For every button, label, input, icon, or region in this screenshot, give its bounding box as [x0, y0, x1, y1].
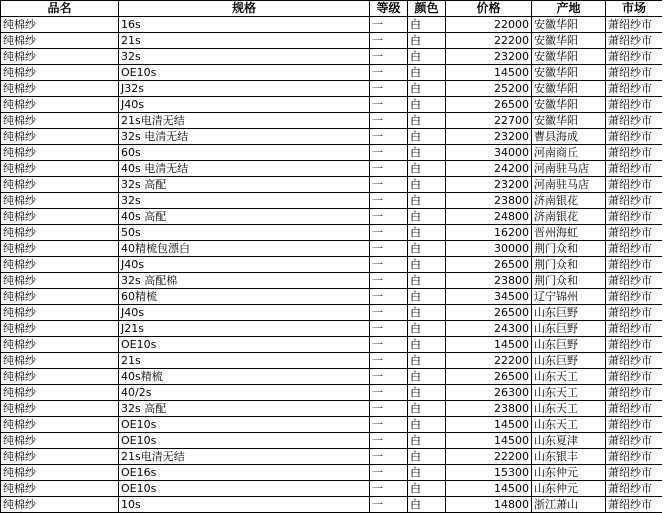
- market-cell: 萧绍纱市: [606, 481, 663, 497]
- market-cell: 萧绍纱市: [606, 305, 663, 321]
- product-name-cell: 纯棉纱: [1, 81, 119, 97]
- table-row: [1, 417, 663, 433]
- market-cell: 萧绍纱市: [606, 65, 663, 81]
- origin-cell: 安徽华阳: [532, 33, 606, 49]
- origin-cell: 安徽华阳: [532, 97, 606, 113]
- table-row: [1, 113, 663, 129]
- price-cell: 24200: [446, 161, 532, 177]
- table-row: [1, 481, 663, 497]
- spec-cell: 40s精梳: [119, 369, 370, 385]
- origin-cell: 安徽华阳: [532, 113, 606, 129]
- price-cell: 23200: [446, 129, 532, 145]
- grade-cell: 一: [370, 49, 408, 65]
- spec-cell: OE10s: [119, 481, 370, 497]
- product-name-cell: 纯棉纱: [1, 225, 119, 241]
- color-cell: 白: [408, 65, 446, 81]
- spec-cell: 40精梳包漂白: [119, 241, 370, 257]
- spec-cell: 21s: [119, 353, 370, 369]
- market-cell: 萧绍纱市: [606, 257, 663, 273]
- product-name-cell: 纯棉纱: [1, 161, 119, 177]
- grade-cell: 一: [370, 433, 408, 449]
- table-row: [1, 401, 663, 417]
- color-cell: 白: [408, 449, 446, 465]
- spec-cell: 21s: [119, 33, 370, 49]
- header-grade: 等级: [370, 1, 408, 17]
- price-cell: 14500: [446, 433, 532, 449]
- header-origin: 产地: [532, 1, 606, 17]
- product-name-cell: 纯棉纱: [1, 385, 119, 401]
- price-cell: 25200: [446, 81, 532, 97]
- table-row: [1, 65, 663, 81]
- spec-cell: 50s: [119, 225, 370, 241]
- origin-cell: 山东天工: [532, 401, 606, 417]
- origin-cell: 晋州海虹: [532, 225, 606, 241]
- table-row: [1, 49, 663, 65]
- color-cell: 白: [408, 369, 446, 385]
- product-name-cell: 纯棉纱: [1, 289, 119, 305]
- color-cell: 白: [408, 465, 446, 481]
- origin-cell: 山东天工: [532, 385, 606, 401]
- color-cell: 白: [408, 385, 446, 401]
- price-cell: 16200: [446, 225, 532, 241]
- grade-cell: 一: [370, 385, 408, 401]
- market-cell: 萧绍纱市: [606, 97, 663, 113]
- product-name-cell: 纯棉纱: [1, 401, 119, 417]
- product-name-cell: 纯棉纱: [1, 449, 119, 465]
- color-cell: 白: [408, 17, 446, 33]
- table-row: [1, 449, 663, 465]
- spec-cell: 40/2s: [119, 385, 370, 401]
- product-name-cell: 纯棉纱: [1, 273, 119, 289]
- spec-cell: 32s 高配: [119, 401, 370, 417]
- price-cell: 26500: [446, 257, 532, 273]
- color-cell: 白: [408, 241, 446, 257]
- market-cell: 萧绍纱市: [606, 337, 663, 353]
- origin-cell: 安徽华阳: [532, 65, 606, 81]
- spec-cell: 40s 高配: [119, 209, 370, 225]
- market-cell: 萧绍纱市: [606, 33, 663, 49]
- spec-cell: 10s: [119, 497, 370, 513]
- product-name-cell: 纯棉纱: [1, 353, 119, 369]
- spec-cell: OE10s: [119, 417, 370, 433]
- table-row: [1, 161, 663, 177]
- price-cell: 22200: [446, 449, 532, 465]
- color-cell: 白: [408, 305, 446, 321]
- price-cell: 22700: [446, 113, 532, 129]
- color-cell: 白: [408, 337, 446, 353]
- table-row: [1, 193, 663, 209]
- product-name-cell: 纯棉纱: [1, 369, 119, 385]
- origin-cell: 济南银花: [532, 209, 606, 225]
- origin-cell: 浙江萧山: [532, 497, 606, 513]
- product-name-cell: 纯棉纱: [1, 321, 119, 337]
- market-cell: 萧绍纱市: [606, 465, 663, 481]
- market-cell: 萧绍纱市: [606, 161, 663, 177]
- price-cell: 14500: [446, 481, 532, 497]
- price-cell: 23200: [446, 177, 532, 193]
- table-row: [1, 97, 663, 113]
- spec-cell: J32s: [119, 81, 370, 97]
- product-name-cell: 纯棉纱: [1, 113, 119, 129]
- market-cell: 萧绍纱市: [606, 401, 663, 417]
- price-cell: 22200: [446, 33, 532, 49]
- product-name-cell: 纯棉纱: [1, 33, 119, 49]
- price-cell: 23800: [446, 401, 532, 417]
- grade-cell: 一: [370, 305, 408, 321]
- table-row: [1, 81, 663, 97]
- grade-cell: 一: [370, 241, 408, 257]
- spec-cell: 32s 电清无结: [119, 129, 370, 145]
- origin-cell: 山东巨野: [532, 353, 606, 369]
- product-name-cell: 纯棉纱: [1, 241, 119, 257]
- header-price: 价格: [446, 1, 532, 17]
- market-cell: 萧绍纱市: [606, 241, 663, 257]
- table-row: [1, 497, 663, 513]
- product-name-cell: 纯棉纱: [1, 497, 119, 513]
- grade-cell: 一: [370, 321, 408, 337]
- product-name-cell: 纯棉纱: [1, 145, 119, 161]
- product-name-cell: 纯棉纱: [1, 17, 119, 33]
- spec-cell: J40s: [119, 257, 370, 273]
- spec-cell: 32s 高配棉: [119, 273, 370, 289]
- market-cell: 萧绍纱市: [606, 273, 663, 289]
- spec-cell: 16s: [119, 17, 370, 33]
- color-cell: 白: [408, 225, 446, 241]
- product-name-cell: 纯棉纱: [1, 417, 119, 433]
- price-cell: 24300: [446, 321, 532, 337]
- header-specification: 规格: [119, 1, 370, 17]
- origin-cell: 山东银丰: [532, 449, 606, 465]
- table-row: [1, 145, 663, 161]
- header-color: 颜色: [408, 1, 446, 17]
- color-cell: 白: [408, 401, 446, 417]
- grade-cell: 一: [370, 289, 408, 305]
- header-product-name: 品名: [1, 1, 119, 17]
- spec-cell: OE10s: [119, 65, 370, 81]
- price-cell: 23200: [446, 49, 532, 65]
- origin-cell: 河南驻马店: [532, 177, 606, 193]
- spec-cell: 32s: [119, 193, 370, 209]
- origin-cell: 河南商丘: [532, 145, 606, 161]
- table-row: [1, 209, 663, 225]
- grade-cell: 一: [370, 497, 408, 513]
- color-cell: 白: [408, 177, 446, 193]
- origin-cell: 济南银花: [532, 193, 606, 209]
- table-row: [1, 33, 663, 49]
- price-cell: 30000: [446, 241, 532, 257]
- table-row: [1, 353, 663, 369]
- price-cell: 15300: [446, 465, 532, 481]
- price-cell: 22200: [446, 353, 532, 369]
- grade-cell: 一: [370, 465, 408, 481]
- table-row: [1, 273, 663, 289]
- market-cell: 萧绍纱市: [606, 385, 663, 401]
- product-name-cell: 纯棉纱: [1, 209, 119, 225]
- grade-cell: 一: [370, 353, 408, 369]
- price-cell: 14800: [446, 497, 532, 513]
- market-cell: 萧绍纱市: [606, 81, 663, 97]
- grade-cell: 一: [370, 337, 408, 353]
- origin-cell: 河南驻马店: [532, 161, 606, 177]
- spec-cell: 32s 高配: [119, 177, 370, 193]
- origin-cell: 荆门众和: [532, 273, 606, 289]
- table-row: [1, 369, 663, 385]
- spec-cell: OE16s: [119, 465, 370, 481]
- product-name-cell: 纯棉纱: [1, 465, 119, 481]
- spec-cell: J40s: [119, 97, 370, 113]
- header-market: 市场: [606, 1, 663, 17]
- table-row: [1, 289, 663, 305]
- market-cell: 萧绍纱市: [606, 225, 663, 241]
- table-row: [1, 385, 663, 401]
- spec-cell: 21s电清无结: [119, 113, 370, 129]
- table-row: [1, 17, 663, 33]
- price-cell: 24800: [446, 209, 532, 225]
- grade-cell: 一: [370, 97, 408, 113]
- market-cell: 萧绍纱市: [606, 177, 663, 193]
- color-cell: 白: [408, 257, 446, 273]
- header-row: [1, 1, 663, 17]
- price-cell: 14500: [446, 417, 532, 433]
- market-cell: 萧绍纱市: [606, 433, 663, 449]
- grade-cell: 一: [370, 81, 408, 97]
- grade-cell: 一: [370, 257, 408, 273]
- price-cell: 14500: [446, 337, 532, 353]
- grade-cell: 一: [370, 481, 408, 497]
- color-cell: 白: [408, 353, 446, 369]
- table-row: [1, 177, 663, 193]
- table-row: [1, 433, 663, 449]
- table-row: [1, 257, 663, 273]
- price-cell: 26500: [446, 305, 532, 321]
- origin-cell: 山东夏津: [532, 433, 606, 449]
- spec-cell: 60s: [119, 145, 370, 161]
- origin-cell: 安徽华阳: [532, 17, 606, 33]
- color-cell: 白: [408, 417, 446, 433]
- market-cell: 萧绍纱市: [606, 321, 663, 337]
- color-cell: 白: [408, 433, 446, 449]
- product-name-cell: 纯棉纱: [1, 129, 119, 145]
- product-name-cell: 纯棉纱: [1, 433, 119, 449]
- price-cell: 26300: [446, 385, 532, 401]
- product-name-cell: 纯棉纱: [1, 481, 119, 497]
- product-name-cell: 纯棉纱: [1, 97, 119, 113]
- market-cell: 萧绍纱市: [606, 289, 663, 305]
- color-cell: 白: [408, 481, 446, 497]
- table-row: [1, 225, 663, 241]
- origin-cell: 山东巨野: [532, 337, 606, 353]
- color-cell: 白: [408, 145, 446, 161]
- price-cell: 22000: [446, 17, 532, 33]
- spec-cell: 32s: [119, 49, 370, 65]
- spec-cell: OE10s: [119, 337, 370, 353]
- grade-cell: 一: [370, 129, 408, 145]
- grade-cell: 一: [370, 65, 408, 81]
- table-row: [1, 129, 663, 145]
- grade-cell: 一: [370, 209, 408, 225]
- price-cell: 26500: [446, 97, 532, 113]
- grade-cell: 一: [370, 17, 408, 33]
- table-row: [1, 337, 663, 353]
- color-cell: 白: [408, 193, 446, 209]
- price-cell: 34500: [446, 289, 532, 305]
- price-cell: 14500: [446, 65, 532, 81]
- product-name-cell: 纯棉纱: [1, 65, 119, 81]
- color-cell: 白: [408, 49, 446, 65]
- grade-cell: 一: [370, 273, 408, 289]
- color-cell: 白: [408, 33, 446, 49]
- table-row: [1, 241, 663, 257]
- spec-cell: J40s: [119, 305, 370, 321]
- origin-cell: 山东巨野: [532, 305, 606, 321]
- grade-cell: 一: [370, 449, 408, 465]
- market-cell: 萧绍纱市: [606, 193, 663, 209]
- spec-cell: 60精梳: [119, 289, 370, 305]
- spec-cell: OE10s: [119, 433, 370, 449]
- origin-cell: 辽宁锦州: [532, 289, 606, 305]
- color-cell: 白: [408, 113, 446, 129]
- grade-cell: 一: [370, 193, 408, 209]
- price-cell: 26500: [446, 369, 532, 385]
- market-cell: 萧绍纱市: [606, 49, 663, 65]
- color-cell: 白: [408, 273, 446, 289]
- market-cell: 萧绍纱市: [606, 353, 663, 369]
- market-cell: 萧绍纱市: [606, 497, 663, 513]
- market-cell: 萧绍纱市: [606, 417, 663, 433]
- market-cell: 萧绍纱市: [606, 17, 663, 33]
- product-name-cell: 纯棉纱: [1, 193, 119, 209]
- table-row: [1, 321, 663, 337]
- market-cell: 萧绍纱市: [606, 369, 663, 385]
- table-row: [1, 465, 663, 481]
- price-cell: 34000: [446, 145, 532, 161]
- grade-cell: 一: [370, 161, 408, 177]
- color-cell: 白: [408, 289, 446, 305]
- product-name-cell: 纯棉纱: [1, 337, 119, 353]
- grade-cell: 一: [370, 177, 408, 193]
- origin-cell: 荆门众和: [532, 241, 606, 257]
- product-name-cell: 纯棉纱: [1, 177, 119, 193]
- origin-cell: 安徽华阳: [532, 81, 606, 97]
- grade-cell: 一: [370, 33, 408, 49]
- product-name-cell: 纯棉纱: [1, 305, 119, 321]
- origin-cell: 安徽华阳: [532, 49, 606, 65]
- origin-cell: 山东巨野: [532, 321, 606, 337]
- color-cell: 白: [408, 321, 446, 337]
- spec-cell: J21s: [119, 321, 370, 337]
- grade-cell: 一: [370, 145, 408, 161]
- table-row: [1, 305, 663, 321]
- sheet-right-margin: [662, 0, 672, 513]
- grade-cell: 一: [370, 401, 408, 417]
- price-cell: 23800: [446, 273, 532, 289]
- market-cell: 萧绍纱市: [606, 129, 663, 145]
- table-body: [1, 17, 663, 513]
- color-cell: 白: [408, 497, 446, 513]
- origin-cell: 山东天工: [532, 417, 606, 433]
- color-cell: 白: [408, 129, 446, 145]
- market-cell: 萧绍纱市: [606, 449, 663, 465]
- grade-cell: 一: [370, 113, 408, 129]
- product-name-cell: 纯棉纱: [1, 257, 119, 273]
- origin-cell: 山东仲元: [532, 481, 606, 497]
- color-cell: 白: [408, 161, 446, 177]
- origin-cell: 山东天工: [532, 369, 606, 385]
- product-name-cell: 纯棉纱: [1, 49, 119, 65]
- origin-cell: 荆门众和: [532, 257, 606, 273]
- color-cell: 白: [408, 209, 446, 225]
- color-cell: 白: [408, 97, 446, 113]
- spec-cell: 21s电清无结: [119, 449, 370, 465]
- origin-cell: 曹县海成: [532, 129, 606, 145]
- grade-cell: 一: [370, 417, 408, 433]
- market-cell: 萧绍纱市: [606, 145, 663, 161]
- grade-cell: 一: [370, 369, 408, 385]
- price-cell: 23800: [446, 193, 532, 209]
- origin-cell: 山东仲元: [532, 465, 606, 481]
- color-cell: 白: [408, 81, 446, 97]
- spec-cell: 40s 电清无结: [119, 161, 370, 177]
- market-cell: 萧绍纱市: [606, 113, 663, 129]
- market-cell: 萧绍纱市: [606, 209, 663, 225]
- grade-cell: 一: [370, 225, 408, 241]
